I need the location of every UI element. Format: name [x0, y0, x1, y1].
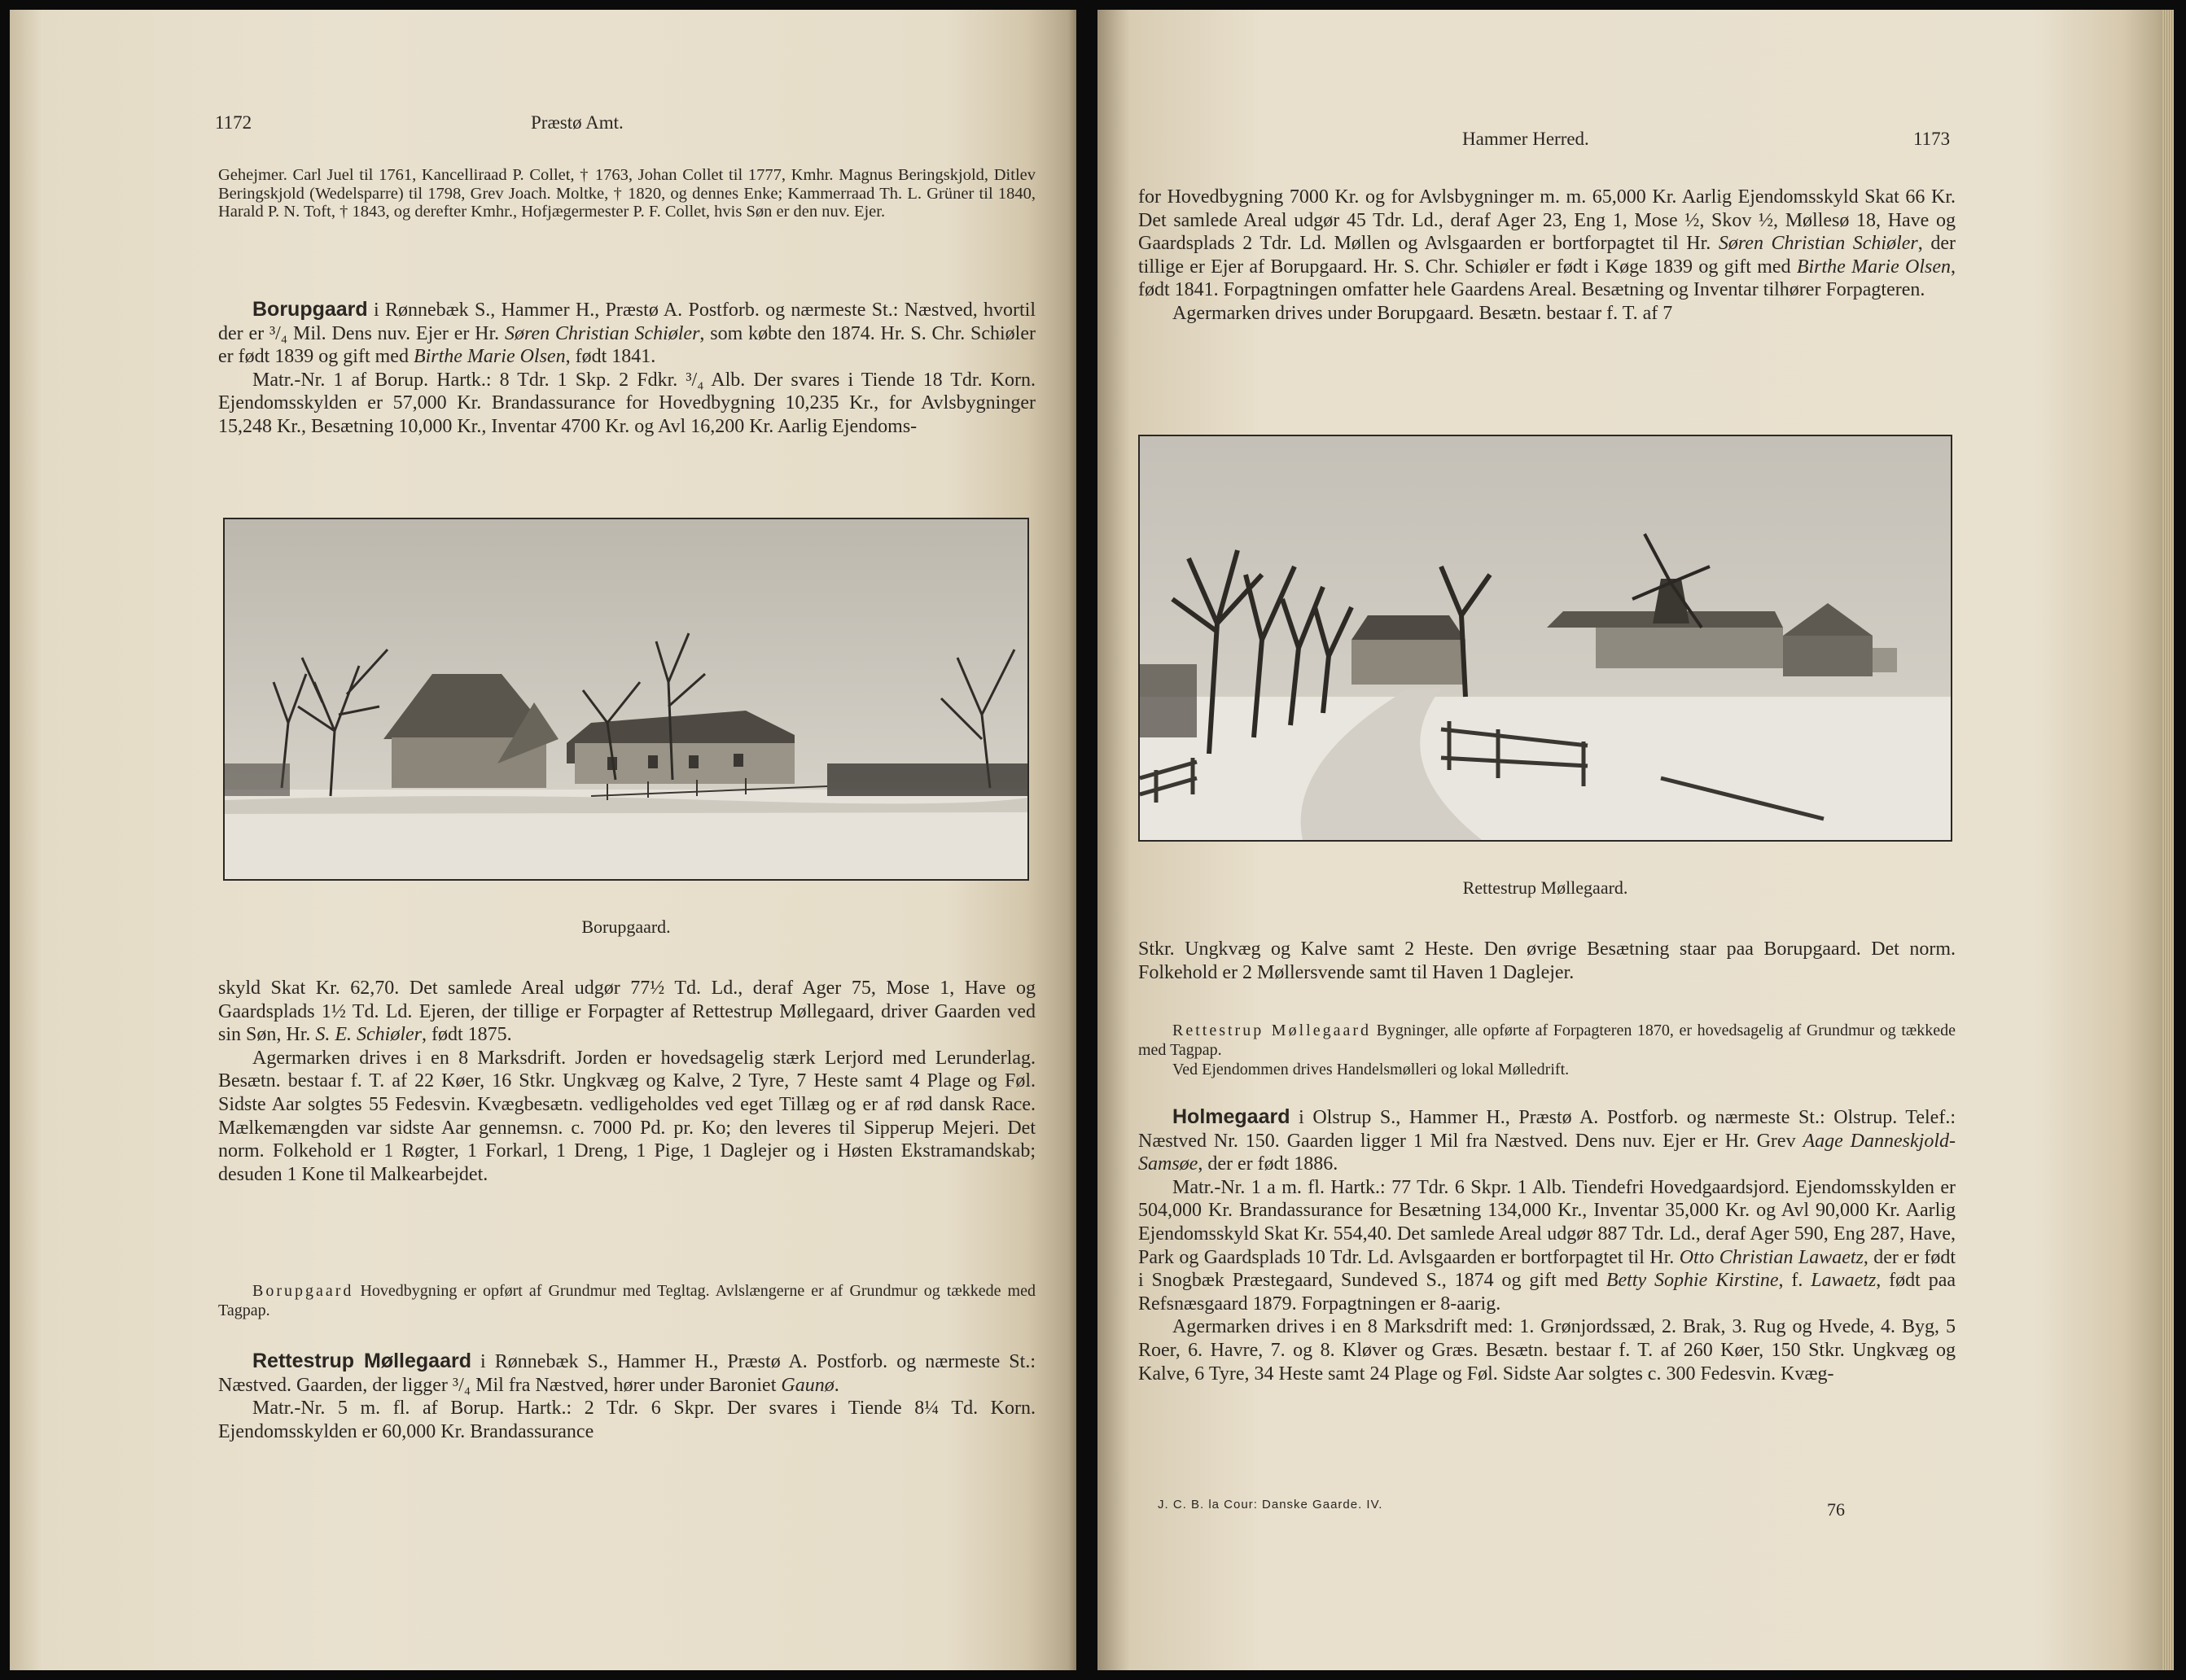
borupgaard-entry-cont: [218, 977, 1036, 1186]
maiden-name: Lawaetz: [1811, 1270, 1877, 1292]
intro-paragraph: [218, 166, 1036, 221]
rettestrup-entry: [218, 1350, 1036, 1443]
text-run: Mil. Dens nuv. Ejer er Hr.: [287, 322, 505, 344]
holmegaard-p1: [1138, 1105, 1956, 1176]
text-run: , der er født 1886.: [1198, 1153, 1338, 1175]
text-run: skyld Skat Kr. 62,70. Det samlede Areal udgør 77½ Td. Ld., deraf Ager 75, Mose 1, Have og Gaardsplads 1½ Td. Ld. Ejeren, der tillige er Forpagter af Rettestrup Møllegaard, driver Gaarden ved sin Søn, Hr.: [218, 978, 1036, 1046]
holmegaard-p2: [1138, 1176, 1956, 1316]
rettestrup-cont-p1: [1138, 186, 1956, 302]
text-run: Bygninger, alle opførte af Forpagteren 1870, er hovedsagelig af Grundmur og tækkede med Tagpap.: [1138, 1022, 1956, 1059]
fraction: ³/₄: [269, 322, 288, 344]
tenant-name: Søren Christian Schiøler: [1718, 233, 1918, 255]
text-run: i Rønnebæk S., Hammer H., Præstø A. Postforb. og nærmeste St.: Næstved, hvortil der er: [218, 300, 1036, 344]
borupgaard-p2: Matr.-Nr. 1 af Borup. Hartk.: 8 Tdr. 1 Skp. 2 Fdkr. ³/₄ Alb. Der svares i Tiende 18 Tdr. Korn. Ejendomsskylden er 57,000 Kr. Brandassurance for Hovedbygning 10,235 Kr., for Avlsbygninger 15,248 Kr., Besætning 10,000 Kr., Inventar 4700 Kr. og Avl 16,200 Kr. Aarlig Ejendoms-: [218, 369, 1036, 437]
borupgaard-heading: Borupgaard: [252, 298, 368, 321]
page-number: 1173: [1913, 129, 1951, 149]
son-name: S. E. Schiøler: [315, 1024, 422, 1046]
text-run: , født paa Refsnæsgaard 1879. Forpagtningen er 8-aarig.: [1138, 1270, 1956, 1315]
rettestrup-note: [1138, 1021, 1956, 1079]
note-name: Rettestrup Møllegaard: [1172, 1022, 1371, 1039]
rettestrup-continuation: [1138, 186, 1956, 326]
holmegaard-entry: [1138, 1105, 1956, 1385]
borupgaard-note: [218, 1281, 1036, 1320]
note-name: Borupgaard: [252, 1282, 354, 1300]
owner-name: Søren Christian Schiøler: [505, 322, 700, 344]
rettestrup-after-text: Stkr. Ungkvæg og Kalve samt 2 Heste. Den øvrige Besætning staar paa Borupgaard. Det norm. Folkehold er 2 Møllersvende samt til Haven 1 Daglejer.: [1138, 938, 1956, 983]
page-edge: [2162, 10, 2174, 1670]
text-run: , der tillige er Ejer af Borupgaard. Hr. S. Chr. Schiøler er født i Køge 1839 og gift med: [1138, 233, 1956, 278]
running-head: Præstø Amt.: [531, 112, 624, 133]
rettestrup-photo-image: [1140, 436, 1951, 840]
rettestrup-caption: Rettestrup Møllegaard.: [1462, 877, 1628, 898]
footer-signature: J. C. B. la Cour: Danske Gaarde. IV.: [1158, 1498, 1383, 1512]
left-page: [10, 10, 1076, 1670]
running-head: Hammer Herred.: [1462, 129, 1589, 149]
wife-name: Betty Sophie Kirstine: [1606, 1270, 1779, 1292]
wife-name: Birthe Marie Olsen: [1796, 256, 1951, 278]
text-run: Hovedbygning er opført af Grundmur med Tegltag. Avlslængerne er af Grundmur og tækkede med Tagpap.: [218, 1282, 1036, 1319]
text-run: , født 1841.: [565, 346, 656, 368]
wife-name: Birthe Marie Olsen: [413, 346, 566, 368]
borupgaard-note-text: [218, 1281, 1036, 1320]
rettestrup-after-photo: [1138, 938, 1956, 984]
borupgaard-p1: [218, 298, 1036, 369]
text-run: , der er født i Snogbæk Præstegaard, Sundeved S., 1874 og gift med: [1138, 1246, 1956, 1292]
borupgaard-photo-image: [225, 519, 1027, 879]
holmegaard-p3: Agermarken drives i en 8 Marksdrift med: 1. Grønjordssæd, 2. Brak, 3. Rug og Hvede, 4. Byg, 5 Roer, 6. Havre, 7. og 8. Kløver og Græs. Besætn. bestaar f. T. af 260 Køer, 150 Stkr. Ungkvæg og Kalve, 6 Tyre, 34 Heste samt 24 Plage og Føl. Sidste Aar solgtes c. 300 Fedesvin. Kvæg-: [1138, 1316, 1956, 1385]
intro-text: Gehejmer. Carl Juel til 1761, Kancelliraad P. Collet, † 1763, Johan Collet til 1777, Kmhr. Magnus Beringskjold, Ditlev Beringskjold (Wedelsparre) til 1798, Grev Joach. Moltke, † 1820, og dennes Enke; Kammerraad Th. L. Grüner til 1840, Harald P. N. Toft, † 1843, og derefter Kmhr., Hofjægermester P. F. Collet, hvis Søn er den nuv. Ejer.: [218, 166, 1036, 221]
rettestrup-photo: [1138, 435, 1952, 842]
borupgaard-entry: [218, 298, 1036, 439]
rettestrup-note-2: Ved Ejendommen drives Handelsmølleri og lokal Mølledrift.: [1172, 1061, 1570, 1078]
text-run: i Rønnebæk S., Hammer H., Præstø A. Postforb. og nærmeste St.: Næstved. Gaarden, der ligger: [218, 1351, 1036, 1396]
tenant-name: Otto Christian Lawaetz: [1679, 1246, 1864, 1268]
fraction: ³/₄: [452, 1374, 471, 1396]
text-run: , f.: [1778, 1270, 1811, 1292]
signature-number: 76: [1827, 1499, 1845, 1520]
baroni-name: Gaunø: [781, 1374, 835, 1396]
rettestrup-p2: Matr.-Nr. 5 m. fl. af Borup. Hartk.: 2 Tdr. 6 Skpr. Der svares i Tiende 8¼ Td. Korn. Ejendomsskylden er 60,000 Kr. Brandassurance: [218, 1398, 1036, 1442]
text-run: Mil fra Næstved, hører under Baroniet: [471, 1374, 782, 1396]
owner-name: Aage Danneskjold-Samsøe: [1138, 1130, 1956, 1175]
text-run: , som købte den 1874. Hr. S. Chr. Schiøler er født 1839 og gift med: [218, 322, 1036, 368]
rettestrup-cont-p2: Agermarken drives under Borupgaard. Besætn. bestaar f. T. af 7: [1172, 302, 1673, 324]
borupgaard-p3: [218, 977, 1036, 1047]
rettestrup-heading: Rettestrup Møllegaard: [252, 1350, 471, 1372]
right-page: [1097, 10, 2174, 1670]
text-run: , født 1841. Forpagtningen omfatter hele Gaardens Areal. Besætning og Inventar tilhører Forpagteren.: [1138, 256, 1956, 301]
text-run: for Hovedbygning 7000 Kr. og for Avlsbygninger m. m. 65,000 Kr. Aarlig Ejendomsskyld Skat 66 Kr. Det samlede Areal udgør 45 Tdr. Ld., deraf Ager 23, Eng 1, Mose ½, Skov ½, Møllesø 18, Have og Gaardsplads 2 Tdr. Ld. Møllen og Avlsgaarden er bortforpagtet til Hr.: [1138, 186, 1956, 255]
borupgaard-p4: Agermarken drives i en 8 Marksdrift. Jorden er hovedsagelig stærk Lerjord med Lerunderlag. Besætn. bestaar f. T. af 22 Køer, 16 Stkr. Ungkvæg og Kalve, 2 Tyre, 7 Heste samt 4 Plage og Føl. Sidste Aar solgtes 55 Fedesvin. Kvægbesætn. vedligeholdes ved eget Tillæg og er af rød dansk Race. Mælkemængden var sidste Aar gennemsn. c. 7000 Pd. pr. Ko; den leveres til Sipperup Mejeri. Det norm. Folkehold er 1 Røgter, 1 Forkarl, 1 Dreng, 1 Pige, 1 Daglejer og i Høsten Ekstramandskab; desuden 1 Kone til Malkearbejdet.: [218, 1047, 1036, 1185]
text-run: Matr.-Nr. 1 a m. fl. Hartk.: 77 Tdr. 6 Skpr. 1 Alb. Tiendefri Hovedgaardsjord. Ejendomsskylden er 504,000 Kr. Brandassurance for Besætning 134,000 Kr., Inventar 35,000 Kr. og Avl 90,000 Kr. Aarlig Ejendomsskyld Skat Kr. 554,40. Det samlede Areal udgør 887 Tdr. Ld., deraf Ager 590, Eng 287, Have, Park og Gaardsplads 10 Tdr. Ld. Avlsgaarden er bortforpagtet til Hr.: [1138, 1176, 1956, 1268]
page-number: 1172: [215, 112, 252, 133]
holmegaard-heading: Holmegaard: [1172, 1105, 1290, 1128]
text-run: , født 1875.: [422, 1024, 512, 1046]
rettestrup-p1: [218, 1350, 1036, 1397]
text-run: .: [834, 1374, 839, 1396]
borupgaard-photo: [223, 518, 1029, 881]
text-run: i Olstrup S., Hammer H., Præstø A. Postforb. og nærmeste St.: Olstrup. Telef.: Næstved Nr. 150. Gaarden ligger 1 Mil fra Næstved. Dens nuv. Ejer er Hr. Grev: [1138, 1107, 1956, 1152]
rettestrup-note-text: [1138, 1021, 1956, 1060]
borupgaard-caption: Borupgaard.: [581, 917, 671, 937]
